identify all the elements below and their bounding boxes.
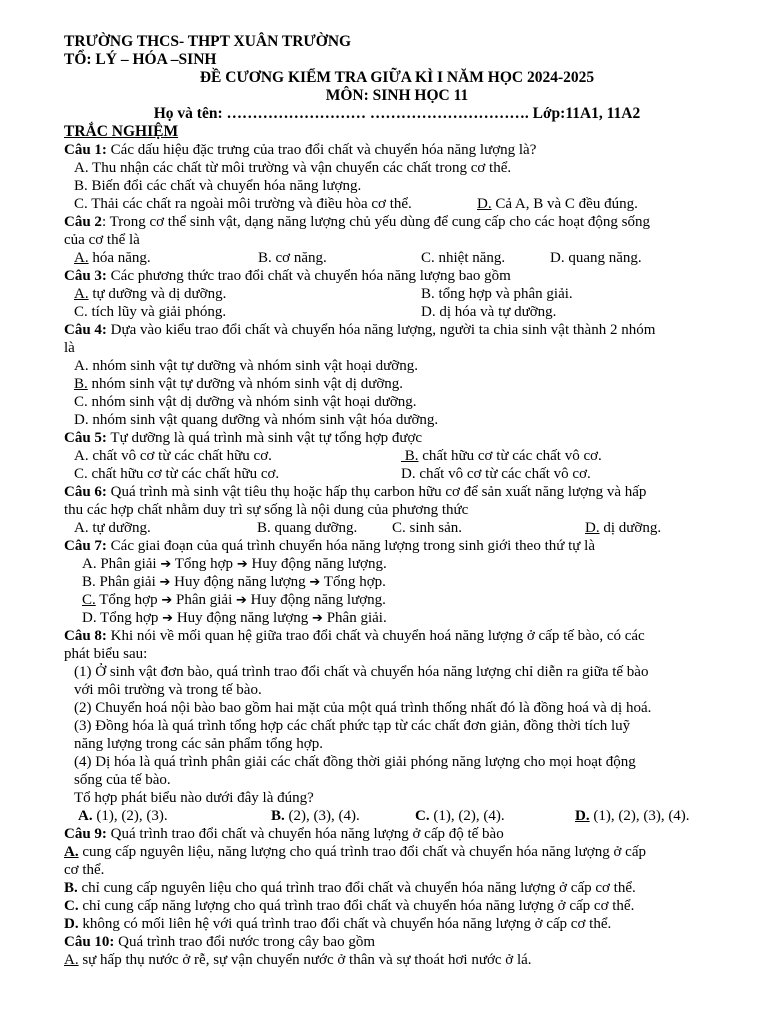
q8-statement-3-cont: năng lượng trong các sản phẩm tổng hợp. — [74, 736, 323, 752]
question-text: Các phương thức trao đổi chất và chuyển hóa năng lượng bao gồm — [106, 268, 511, 284]
question-text: Quá trình trao đổi nước trong cây bao gồm — [114, 934, 376, 950]
q6-option-d — [585, 519, 661, 537]
q6-option-b: B. quang dưỡng. — [257, 520, 358, 536]
q1-options-cd — [64, 195, 730, 213]
question-10 — [64, 933, 730, 951]
question-2 — [64, 213, 730, 231]
q3-option-c: C. tích lũy và giải phóng. — [74, 304, 227, 320]
arrow-icon: ➔ — [159, 575, 171, 590]
q9-option-b — [64, 879, 730, 897]
q2-options — [64, 249, 730, 267]
arrow-icon: ➔ — [162, 611, 174, 626]
q7-option-a — [64, 555, 730, 573]
q7-option-c — [64, 591, 730, 609]
question-7 — [64, 537, 730, 555]
option-letter: C. — [415, 808, 430, 824]
question-label: Câu 10: — [64, 934, 115, 950]
option-text: (1), (2), (3), (4). — [589, 808, 690, 824]
q6-option-c: C. sinh sản. — [392, 520, 463, 536]
question-3 — [64, 267, 730, 285]
q8-option-a — [78, 807, 271, 825]
q3-option-d: D. dị hóa và tự dưỡng. — [421, 304, 557, 320]
q5-options-cd — [64, 465, 730, 483]
q7-option-b — [64, 573, 730, 591]
option-text: B. Phân giải — [82, 574, 160, 590]
q6-options — [64, 519, 730, 537]
q8-statement-4: (4) Dị hóa là quá trình phân giải các chất đồng thời giải phóng năng lượng cho mọi hoạt động — [74, 754, 636, 770]
q8-option-b — [271, 807, 415, 825]
question-text: Khi nói về mối quan hệ giữa trao đổi chất và chuyển hoá năng lượng ở cấp tế bào, có các — [106, 628, 645, 644]
q10-option-a — [64, 951, 730, 969]
question-text: Quá trình trao đổi chất và chuyển hóa năng lượng ở cấp độ tế bào — [106, 826, 504, 842]
option-text: (2), (3), (4). — [284, 808, 360, 824]
option-text: Tổng hợp — [171, 556, 237, 572]
q5-option-c: C. chất hữu cơ từ các chất hữu cơ. — [74, 466, 280, 482]
q3-options-ab — [64, 285, 730, 303]
question-label: Câu 1: — [64, 142, 107, 158]
q9-option-d — [64, 915, 730, 933]
option-text: nhóm sinh vật tự dưỡng và nhóm sinh vật dị dưỡng. — [87, 376, 404, 392]
question-text: : Trong cơ thể sinh vật, dạng năng lượng chủ yếu dùng để cung cấp cho các hoạt động sống — [101, 214, 650, 230]
option-text: tự dưỡng và dị dưỡng. — [88, 286, 227, 302]
option-text: (1), (2), (3). — [92, 808, 168, 824]
question-label: Câu 7: — [64, 538, 107, 554]
option-text: A. Phân giải — [82, 556, 161, 572]
question-8-cont: phát biểu sau: — [64, 646, 148, 662]
question-label: Câu 9: — [64, 826, 107, 842]
question-4-cont: là — [64, 340, 75, 356]
option-text: (1), (2), (4). — [429, 808, 505, 824]
option-text: dị dưỡng. — [599, 520, 662, 536]
arrow-icon: ➔ — [236, 557, 248, 572]
exam-title: ĐỀ CƯƠNG KIỂM TRA GIỮA KÌ I NĂM HỌC 2024-2025 — [199, 69, 595, 86]
q7-option-d — [64, 609, 730, 627]
option-text: Huy động năng lượng — [173, 610, 313, 626]
q8-option-d — [575, 807, 690, 825]
answer-letter: B. — [74, 376, 88, 392]
q8-option-c — [415, 807, 575, 825]
answer-letter: D. — [575, 808, 590, 824]
arrow-icon: ➔ — [312, 611, 323, 626]
q3-option-b: B. tổng hợp và phân giải. — [421, 286, 573, 302]
option-text: hóa năng. — [88, 250, 151, 266]
option-text: Huy động năng lượng. — [246, 592, 386, 608]
q5-option-b — [401, 447, 602, 465]
option-text: Cả A, B và C đều đúng. — [491, 196, 638, 212]
q6-option-a: A. tự dưỡng. — [74, 520, 151, 536]
q4-option-a: A. nhóm sinh vật tự dưỡng và nhóm sinh vật hoại dưỡng. — [74, 358, 418, 374]
q8-statement-2: (2) Chuyển hoá nội bào bao gồm hai mặt của một quá trình thống nhất đó là đồng hoá và dị hoá. — [74, 700, 652, 716]
department-name: TỔ: LÝ – HÓA –SINH — [64, 51, 217, 68]
q8-statement-1: (1) Ở sinh vật đơn bào, quá trình trao đổi chất và chuyển hóa năng lượng chỉ diễn ra giữa tế bào — [74, 664, 649, 680]
question-1 — [64, 141, 730, 159]
q3-option-a — [74, 285, 421, 303]
question-label: Câu 2 — [64, 214, 102, 230]
answer-letter: B. — [401, 448, 419, 464]
question-6-cont: thu các hợp chất nhằm duy trì sự sống là nội dung của phương thức — [64, 502, 469, 518]
q4-option-d: D. nhóm sinh vật quang dưỡng và nhóm sinh vật hóa dưỡng. — [74, 412, 439, 428]
question-2-cont: của cơ thể là — [64, 232, 140, 248]
option-text: Huy động năng lượng. — [247, 556, 387, 572]
question-label: Câu 3: — [64, 268, 107, 284]
question-label: Câu 6: — [64, 484, 107, 500]
arrow-icon: ➔ — [160, 557, 172, 572]
option-letter: B. — [64, 880, 78, 896]
q1-option-b: B. Biến đổi các chất và chuyển hóa năng lượng. — [74, 178, 362, 194]
section-title: TRẮC NGHIỆM — [64, 123, 179, 140]
question-5 — [64, 429, 730, 447]
option-text: Phân giải. — [322, 610, 387, 626]
option-text: Phân giải — [172, 592, 236, 608]
q9-option-a-cont: cơ thể. — [64, 862, 105, 878]
option-text: Tổng hợp — [95, 592, 162, 608]
q8-prompt: Tổ hợp phát biểu nào dưới đây là đúng? — [74, 790, 314, 806]
q1-option-a: A. Thu nhận các chất từ môi trường và vận chuyển các chất trong cơ thể. — [74, 160, 512, 176]
answer-letter: A. — [74, 250, 89, 266]
answer-letter: A. — [64, 844, 79, 860]
option-text: không có mối liên hệ với quá trình trao đổi chất và chuyển hóa năng lượng ở cấp cơ thể. — [78, 916, 612, 932]
question-8 — [64, 627, 730, 645]
option-letter: D. — [64, 916, 79, 932]
answer-letter: D. — [585, 520, 600, 536]
question-text: Dựa vào kiểu trao đổi chất và chuyển hóa năng lượng, người ta chia sinh vật thành 2 nhóm — [106, 322, 656, 338]
q2-option-d: D. quang năng. — [550, 250, 642, 266]
option-text: sự hấp thụ nước ở rễ, sự vận chuyển nước ở thân và sự thoát hơi nước ở lá. — [78, 952, 532, 968]
question-text: Tự dưỡng là quá trình mà sinh vật tự tổng hợp được — [106, 430, 423, 446]
answer-letter: C. — [82, 592, 96, 608]
answer-letter: A. — [64, 952, 79, 968]
q5-options-ab — [64, 447, 730, 465]
q5-option-d: D. chất vô cơ từ các chất vô cơ. — [401, 466, 591, 482]
question-6 — [64, 483, 730, 501]
arrow-icon: ➔ — [309, 575, 321, 590]
option-letter: C. — [64, 898, 79, 914]
school-name: TRƯỜNG THCS- THPT XUÂN TRƯỜNG — [64, 33, 352, 50]
question-label: Câu 8: — [64, 628, 107, 644]
option-text: chỉ cung cấp năng lượng cho quá trình trao đổi chất và chuyển hóa năng lượng ở cấp cơ thể. — [78, 898, 635, 914]
option-text: chất hữu cơ từ các chất vô cơ. — [418, 448, 602, 464]
option-letter: A. — [78, 808, 93, 824]
q8-options — [64, 807, 730, 825]
student-name-line: Họ và tên: ……………………… …………………………. Lớp:11A1, 11A2 — [153, 105, 641, 122]
arrow-icon: ➔ — [236, 593, 247, 608]
option-text: cung cấp nguyên liệu, năng lượng cho quá trình trao đổi chất và chuyển hóa năng lượng ở cấp — [78, 844, 646, 860]
q9-option-c — [64, 897, 730, 915]
q2-option-b: B. cơ năng. — [258, 250, 327, 266]
q5-option-a: A. chất vô cơ từ các chất hữu cơ. — [74, 448, 272, 464]
question-4 — [64, 321, 730, 339]
q1-option-d — [477, 195, 638, 213]
q9-option-a — [64, 843, 730, 861]
q4-option-b — [64, 375, 730, 393]
option-text: Tổng hợp. — [320, 574, 386, 590]
option-text: Huy động năng lượng — [170, 574, 310, 590]
q8-statement-4-cont: sống của tế bào. — [74, 772, 171, 788]
answer-letter: A. — [74, 286, 89, 302]
q3-options-cd — [64, 303, 730, 321]
q8-statement-1-cont: với môi trường và trong tế bào. — [74, 682, 262, 698]
option-text: chỉ cung cấp nguyên liệu cho quá trình trao đổi chất và chuyển hóa năng lượng ở cấp cơ thể. — [77, 880, 636, 896]
document-page — [64, 33, 730, 969]
question-label: Câu 4: — [64, 322, 107, 338]
subject-title: MÔN: SINH HỌC 11 — [325, 87, 469, 104]
question-label: Câu 5: — [64, 430, 107, 446]
q1-option-c: C. Thải các chất ra ngoài môi trường và điều hòa cơ thể. — [74, 196, 412, 212]
q8-statement-3: (3) Đồng hóa là quá trình tổng hợp các chất phức tạp từ các chất đơn giản, đồng thời tích luỹ — [74, 718, 631, 734]
question-text: Các dấu hiệu đặc trưng của trao đổi chất và chuyển hóa năng lượng là? — [106, 142, 537, 158]
answer-letter: D. — [477, 196, 492, 212]
q2-option-c: C. nhiệt năng. — [421, 250, 506, 266]
option-text: D. Tổng hợp — [82, 610, 163, 626]
question-text: Quá trình mà sinh vật tiêu thụ hoặc hấp thụ carbon hữu cơ để sản xuất năng lượng và hấp — [106, 484, 647, 500]
q4-option-c: C. nhóm sinh vật dị dưỡng và nhóm sinh vật hoại dưỡng. — [74, 394, 417, 410]
arrow-icon: ➔ — [161, 593, 173, 608]
question-text: Các giai đoạn của quá trình chuyển hóa năng lượng trong sinh giới theo thứ tự là — [106, 538, 595, 554]
option-letter: B. — [271, 808, 285, 824]
question-9 — [64, 825, 730, 843]
q2-option-a — [74, 249, 258, 267]
